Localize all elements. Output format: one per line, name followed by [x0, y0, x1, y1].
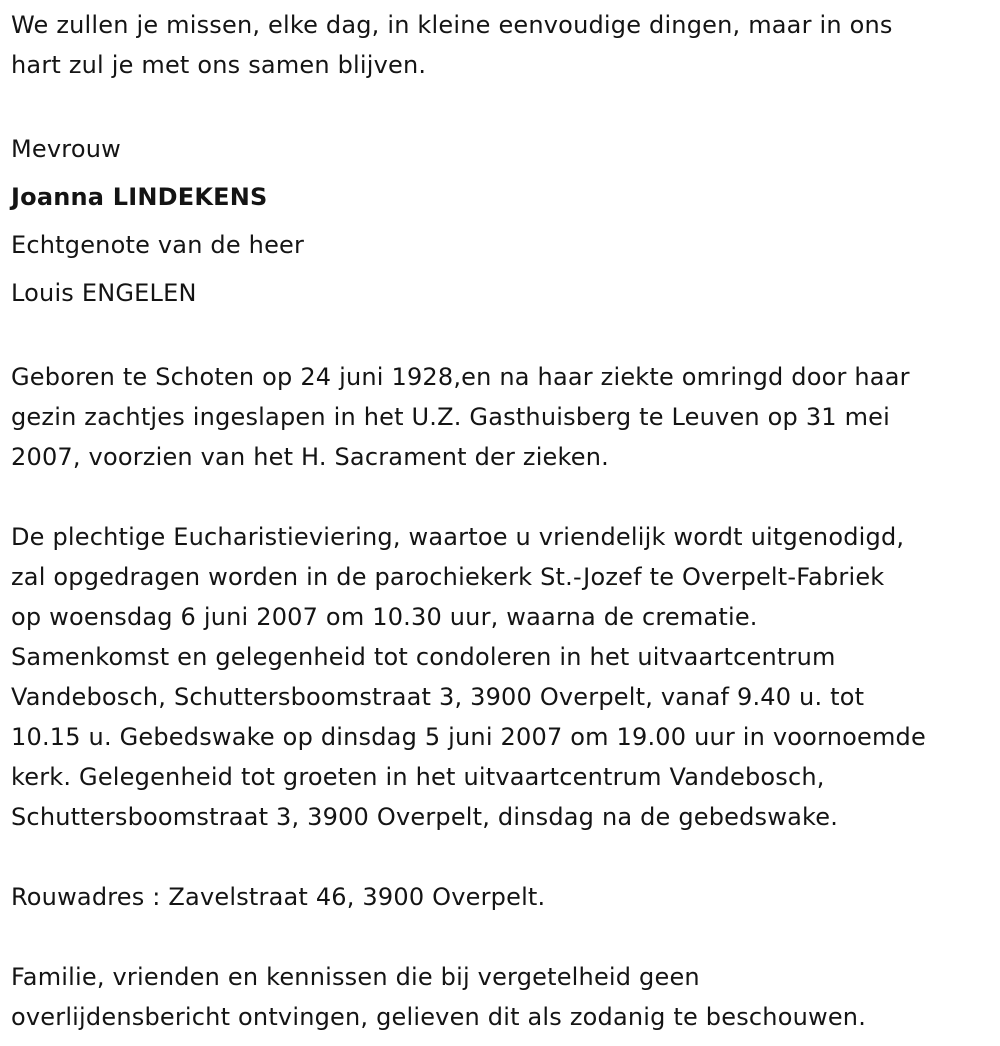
person-block: [11, 125, 991, 317]
spouse-name: Louis ENGELEN: [11, 279, 197, 307]
ceremony-line: 10.15 u. Gebedswake op dinsdag 5 juni 2007 om 19.00 uur in voornoemde: [11, 723, 926, 751]
ceremony-line: op woensdag 6 juni 2007 om 10.30 uur, waarna de crematie.: [11, 603, 758, 631]
spacer: [11, 917, 991, 957]
spacer: [11, 477, 991, 517]
mourning-address-paragraph: [11, 877, 991, 917]
birth-death-line: Geboren te Schoten op 24 juni 1928,en na haar ziekte omringd door haar: [11, 363, 910, 391]
person-name: Joanna LINDEKENS: [11, 183, 268, 211]
spacer: [11, 85, 991, 125]
birth-death-line: gezin zachtjes ingeslapen in het U.Z. Gasthuisberg te Leuven op 31 mei: [11, 403, 890, 431]
death-notice: [11, 5, 991, 1037]
person-title: Mevrouw: [11, 135, 121, 163]
birth-death-line: 2007, voorzien van het H. Sacrament der zieken.: [11, 443, 609, 471]
ceremony-line: Vandebosch, Schuttersboomstraat 3, 3900 Overpelt, vanaf 9.40 u. tot: [11, 683, 865, 711]
closing-line: Familie, vrienden en kennissen die bij vergetelheid geen: [11, 963, 700, 991]
intro-line: hart zul je met ons samen blijven.: [11, 51, 427, 79]
mourning-address: Rouwadres : Zavelstraat 46, 3900 Overpelt.: [11, 883, 546, 911]
intro-paragraph: [11, 5, 991, 85]
birth-death-paragraph: [11, 357, 991, 477]
intro-line: We zullen je missen, elke dag, in kleine eenvoudige dingen, maar in ons: [11, 11, 893, 39]
ceremony-line: Schuttersboomstraat 3, 3900 Overpelt, dinsdag na de gebedswake.: [11, 803, 839, 831]
ceremony-line: Samenkomst en gelegenheid tot condoleren in het uitvaartcentrum: [11, 643, 836, 671]
closing-paragraph: [11, 957, 991, 1037]
ceremony-line: kerk. Gelegenheid tot groeten in het uitvaartcentrum Vandebosch,: [11, 763, 825, 791]
spacer: [11, 837, 991, 877]
closing-line: overlijdensbericht ontvingen, gelieven dit als zodanig te beschouwen.: [11, 1003, 867, 1031]
ceremony-paragraph: [11, 517, 991, 837]
ceremony-line: De plechtige Eucharistieviering, waartoe u vriendelijk wordt uitgenodigd,: [11, 523, 905, 551]
spacer: [11, 317, 991, 357]
person-relation: Echtgenote van de heer: [11, 231, 305, 259]
ceremony-line: zal opgedragen worden in de parochiekerk St.-Jozef te Overpelt-Fabriek: [11, 563, 885, 591]
